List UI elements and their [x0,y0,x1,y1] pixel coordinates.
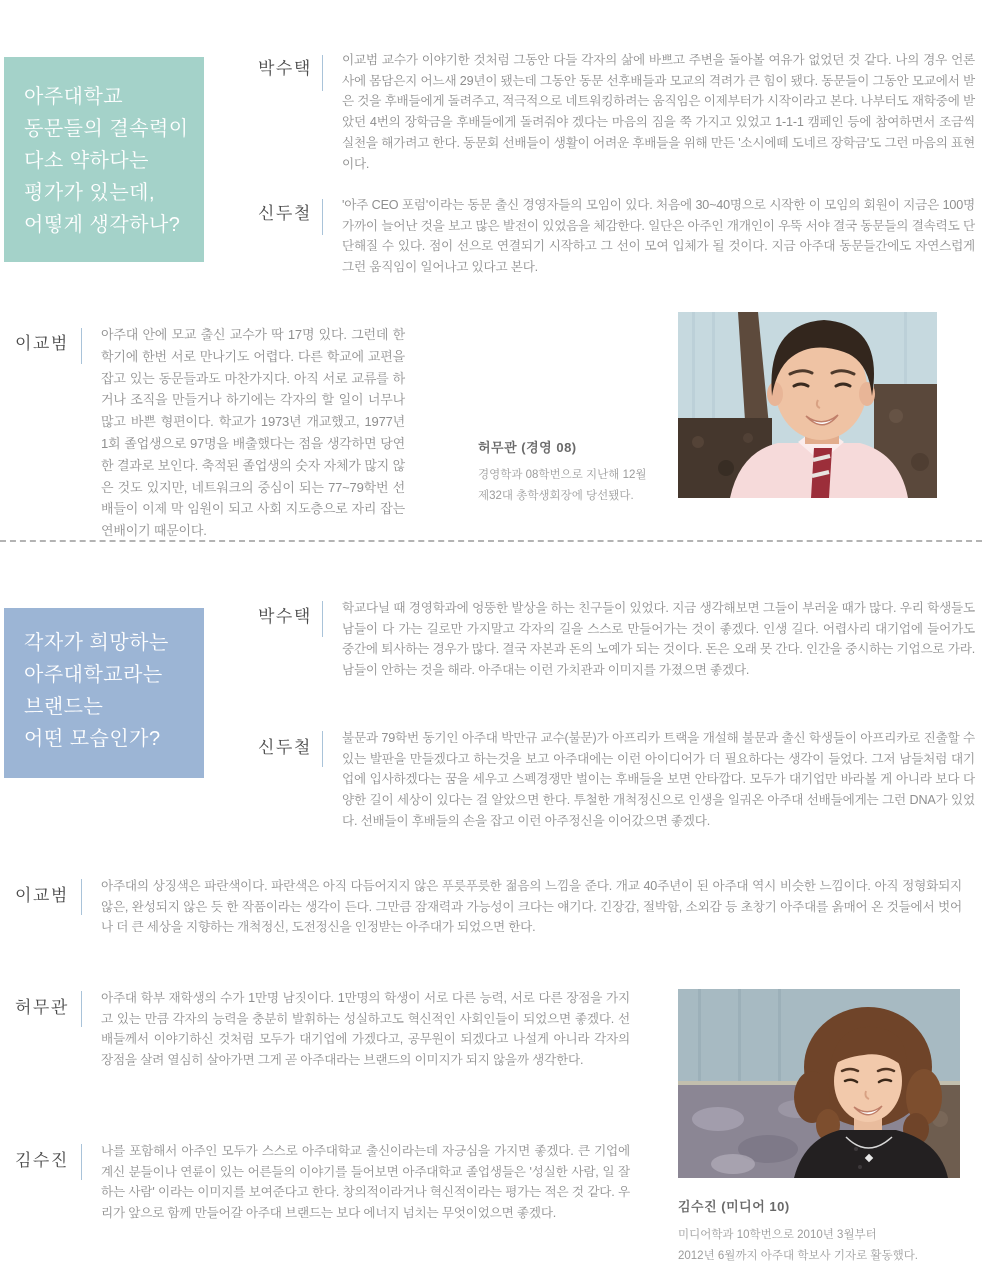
answer-paragraph: '아주 CEO 포럼'이라는 동문 출신 경영자들의 모임이 있다. 처음에 30~40명으로 시작한 이 모임의 회원이 지금은 100명 가까이 늘어난 것을 보고 많은 발전이 있었음을 체감한다. 일단은 아주인 개개인이 우뚝 서야 결국 동문들의 결속력도 단단해질 수 있다. 점이 선으로 연결되기 시작하고 그 선이 모여 입체가 될 것이다. 지금 아주대 동문들간에도 자연스럽게 그런 움직임이 일어나고 있다고 본다. [342,198,975,275]
portrait-illustration [678,989,960,1178]
question-line: 아주대학교 [24,86,124,108]
speaker-name-heo-mu-gwan: 허무관 [15,998,69,1017]
question-line: 다소 약하다는 [24,150,149,172]
speaker-divider-line [322,601,323,637]
caption-name: 허무관 (경영 08) [478,440,577,455]
caption-line: 2012년 6월까지 아주대 학보사 기자로 활동했다. [678,1249,919,1262]
speaker-divider-line [322,731,323,767]
question-line: 평가가 있는데, [24,182,156,204]
speaker-divider-line [81,328,82,364]
speaker-name-kim-su-jin: 김수진 [15,1151,69,1170]
speaker-divider-line [81,1144,82,1180]
answer-paragraph: 학교다닐 때 경영학과에 엉뚱한 발상을 하는 친구들이 있었다. 지금 생각해보면 그들이 부러울 때가 많다. 우리 학생들도 남들이 다 가는 길로만 가지말고 각자의 길을 스스로 만들어가는 것이 좋겠다. 인생 길다. 어렵사리 대기업에 들어가도 중간에 퇴사하는 경우가 많다. 결국 자본과 돈의 노예가 되는 것이다. 돈은 오래 못 간다. 인간을 중시하는 기업으로 가라. 남들이 안하는 것을 해라. 아주대는 이런 가치관과 이미지를 가졌으면 좋겠다. [342,601,975,678]
caption-line: 미디어학과 10학번으로 2010년 3월부터 [678,1229,877,1241]
speaker-divider-line [81,879,82,915]
question-line: 아주대학교라는 [24,664,163,686]
caption-name: 김수진 (미디어 10) [678,1199,790,1214]
question-line: 어떤 모습인가? [24,728,161,750]
question-box-brand-vision [4,608,204,778]
speaker-name-lee-gyo-beom: 이교범 [15,886,69,905]
speaker-divider-line [322,55,323,91]
answer-paragraph: 불문과 79학번 동기인 아주대 박만규 교수(불문)가 아프리카 트랙을 개설해 불문과 출신 학생들이 아프리카로 진출할 수 있는 발판을 만들겠다고 하는것을 보고 아주대에는 이런 아이디어가 더 필요하다는 생각이 들었다. 그저 남들처럼 대기업에 입사하겠다는 꿈을 세우고 스펙경쟁만 벌이는 후배들을 보면 안타깝다. 모두가 대기업만 바라볼 게 아니라 보다 다양한 길이 세상이 있다는 걸 알았으면 한다. 투철한 개척정신으로 인생을 일궈온 아주대 선배들에게는 그런 DNA가 있었다. 선배들이 후배들의 손을 잡고 이런 아주정신을 이어갔으면 좋겠다. [342,731,975,828]
question-line: 동문들의 결속력이 [24,118,189,140]
answer-paragraph: 이교범 교수가 이야기한 것처럼 그동안 다들 각자의 삶에 바쁘고 주변을 돌아볼 여유가 없었던 것 같다. 나의 경우 언론사에 몸담은지 어느새 29년이 됐는데 그동안 동문 선후배들과 모교의 격려가 큰 힘이 됐다. 동문들이 그동안 모교에서 받은 것을 후배들에게 돌려주고, 적극적으로 네트워킹하려는 움직임은 이제부터가 시작이라고 본다. 나부터도 재학중에 받았던 4번의 장학금을 후배들에게 돌려줘야 겠다는 마음의 짐을 쭉 가지고 있었고 1-1-1 캠페인 등에 참여하면서 조금씩 실천을 해가려고 한다. 동문회 선배들이 생활이 어려운 후배들을 위해 만든 '소시에떼 도네르 장학금'도 그런 마음의 표현이다. [342,53,975,171]
question-line: 어떻게 생각하나? [24,214,181,236]
speaker-name-park-su-taek: 박수택 [258,59,312,78]
answer-paragraph: 아주대의 상징색은 파란색이다. 파란색은 아직 다듬어지지 않은 푸릇푸릇한 젊음의 느낌을 준다. 개교 40주년이 된 아주대 역시 비슷한 느낌이다. 아직 정형화되지 않은, 완성되지 않은 듯 한 작품이라는 생각이 든다. 그만큼 잠재력과 가능성이 크다는 얘기다. 긴장감, 절박함, 소외감 등 초창기 아주대를 옭매어 온 것들에서 벗어나 더 큰 세상을 지향하는 개척정신, 도전정신을 인정받는 아주대가 되었으면 한다. [101,879,962,935]
question-box-alumni-bond [4,57,204,262]
answer-paragraph: 나를 포함해서 아주인 모두가 스스로 아주대학교 출신이라는데 자긍심을 가지면 좋겠다. 큰 기업에 계신 분들이나 연륜이 있는 어른들의 이야기를 들어보면 아주대학교 졸업생들은 '성실한 사람, 일 잘하는 사람' 이라는 이미지를 보여준다고 한다. 창의적이라거나 혁신적이라는 평가는 적은 것 같다. 우리가 앞으로 함께 만들어갈 아주대 브랜드는 보다 에너지 넘치는 무엇이었으면 좋겠다. [101,1144,630,1221]
photo-heo-mu-gwan [678,312,937,498]
speaker-divider-line [81,991,82,1027]
answer-paragraph: 아주대 학부 재학생의 수가 1만명 남짓이다. 1만명의 학생이 서로 다른 능력, 서로 다른 장점을 가지고 있는 만큼 각자의 능력을 충분히 발휘하는 성실하고도 혁신적인 사회인들이 되었으면 좋겠다. 선배들께서 이야기하신 것처럼 모두가 대기업에 가겠다고, 공무원이 되겠다고 나설게 아니라 각자의 장점을 살려 열심히 살아가면 그게 곧 아주대라는 브랜드의 이미지가 되지 않을까 생각한다. [101,991,630,1068]
photo-kim-su-jin [678,989,960,1178]
photo-caption-kim-su-jin [678,1196,970,1266]
speaker-divider-line [322,199,323,235]
photo-caption-heo-mu-gwan [478,437,666,506]
answer-paragraph: 아주대 안에 모교 출신 교수가 딱 17명 있다. 그런데 한 학기에 한번 서로 만나기도 어렵다. 다른 학교에 교편을 잡고 있는 동문들과도 마찬가지다. 아직 서로 교류를 하거나 조직을 만들거나 하기에는 각자의 할 일이 너무나 많고 바쁜 형편이다. 학교가 1973년 개교했고, 1977년 1회 졸업생으로 97명을 배출했다는 점을 생각하면 당연한 결과로 보인다. 축적된 졸업생의 숫자 자체가 많지 않은 것도 있지만, 네트워크의 중심이 되는 77~79학번 선배들이 이제 막 임원이 되고 사회 지도층으로 자리 잡는 연배이기 때문이다. [101,327,405,539]
speaker-name-park-su-taek: 박수택 [258,607,312,626]
question-line: 각자가 희망하는 [24,632,169,654]
caption-line: 경영학과 08학번으로 지난해 12월 [478,469,647,481]
portrait-illustration [678,312,937,498]
section-dashed-divider [0,540,982,542]
caption-line: 제32대 총학생회장에 당선됐다. [478,489,634,502]
speaker-name-lee-gyo-beom: 이교범 [15,334,69,353]
speaker-name-shin-du-cheol: 신두철 [258,204,312,223]
speaker-name-shin-du-cheol: 신두철 [258,738,312,757]
question-line: 브랜드는 [24,696,104,718]
